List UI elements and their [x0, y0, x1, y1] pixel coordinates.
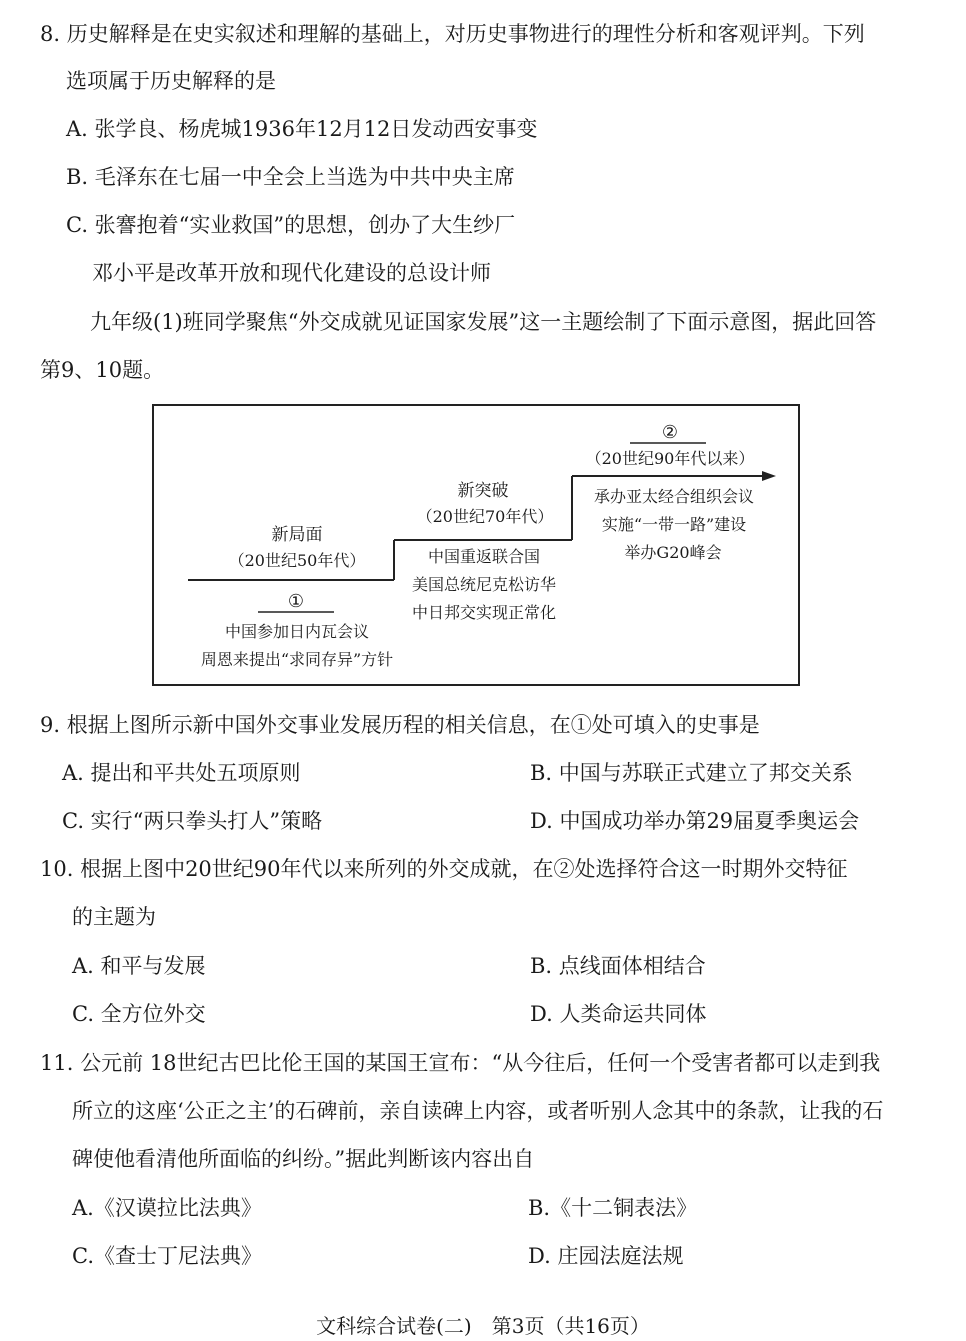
q10-option-a: A. 和平与发展	[72, 954, 206, 978]
q11-stem-line3: 碑使他看清他所面临的纠纷。”据此判断该内容出自	[72, 1147, 535, 1171]
q11-stem-line1: 11. 公元前 18世纪古巴比伦王国的某国王宣布：“从今往后，任何一个受害者都可以走到我	[40, 1051, 881, 1075]
stage1-event-2: 周恩来提出“求同存异”方针	[200, 650, 394, 669]
page-footer: 文科综合试卷(二) 第3页（共16页）	[316, 1314, 650, 1338]
q9-option-c: C. 实行“两只拳头打人”策略	[62, 809, 323, 833]
stage3-event-1: 承办亚太经合组织会议	[593, 487, 754, 506]
q8-option-c: C. 张謇抱着“实业救国”的思想，创办了大生纱厂	[66, 213, 516, 237]
q9-option-d: D. 中国成功举办第29届夏季奥运会	[530, 809, 860, 833]
stage2-period: （20世纪70年代）	[416, 507, 554, 526]
q8-option-b: B. 毛泽东在七届一中全会上当选为中共中央主席	[66, 165, 515, 189]
q10-stem-line2: 的主题为	[72, 905, 156, 929]
stage2-event-3: 中日邦交实现正常化	[411, 603, 556, 622]
q11-stem-line2: 所立的这座‘公正之主’的石碑前，亲自读碑上内容，或者听别人念其中的条款，让我的石	[72, 1099, 884, 1123]
stage1-event-1: 中国参加日内瓦会议	[224, 622, 369, 641]
diplomacy-timeline-diagram	[152, 404, 800, 686]
q9-option-a: A. 提出和平共处五项原则	[62, 761, 301, 785]
q8-stem-line1: 8. 历史解释是在史实叙述和理解的基础上，对历史事物进行的理性分析和客观评判。下列	[40, 22, 865, 46]
q11-option-b: B.《十二铜表法》	[528, 1196, 698, 1220]
q11-option-d: D. 庄园法庭法规	[528, 1244, 684, 1268]
stage3-marker: ②	[661, 422, 679, 443]
q10-option-c: C. 全方位外交	[72, 1002, 206, 1026]
q10-stem-line1: 10. 根据上图中20世纪90年代以来所列的外交成就，在②处选择符合这一时期外交特征	[40, 857, 848, 881]
q11-option-a: A.《汉谟拉比法典》	[72, 1196, 262, 1220]
q10-option-b: B. 点线面体相结合	[530, 954, 706, 978]
intro-line1: 九年级(1)班同学聚焦“外交成就见证国家发展”这一主题绘制了下面示意图，据此回答	[90, 310, 877, 334]
stage2-title: 新突破	[457, 481, 509, 501]
q9-option-b: B. 中国与苏联正式建立了邦交关系	[530, 761, 853, 785]
q10-option-d: D. 人类命运共同体	[530, 1002, 707, 1026]
stage2-event-2: 美国总统尼克松访华	[411, 575, 556, 594]
q8-option-d: 邓小平是改革开放和现代化建设的总设计师	[92, 261, 491, 285]
q8-option-a: A. 张学良、杨虎城1936年12月12日发动西安事变	[66, 117, 538, 141]
q8-stem-line2: 选项属于历史解释的是	[66, 69, 276, 93]
stage2-event-1: 中国重返联合国	[427, 547, 540, 566]
stage1-period: （20世纪50年代）	[228, 551, 366, 570]
arrow-head-icon	[762, 471, 776, 481]
stage1-marker: ①	[287, 591, 305, 612]
stage3-period: （20世纪90年代以来）	[585, 449, 755, 468]
stage1-title: 新局面	[271, 525, 323, 545]
q11-option-c: C.《查士丁尼法典》	[72, 1244, 262, 1268]
intro-line2: 第9、10题。	[40, 358, 165, 382]
stage3-event-3: 举办G20峰会	[624, 543, 722, 562]
q9-stem: 9. 根据上图所示新中国外交事业发展历程的相关信息，在①处可填入的史事是	[40, 713, 760, 737]
stage3-event-2: 实施“一带一路”建设	[601, 515, 747, 534]
